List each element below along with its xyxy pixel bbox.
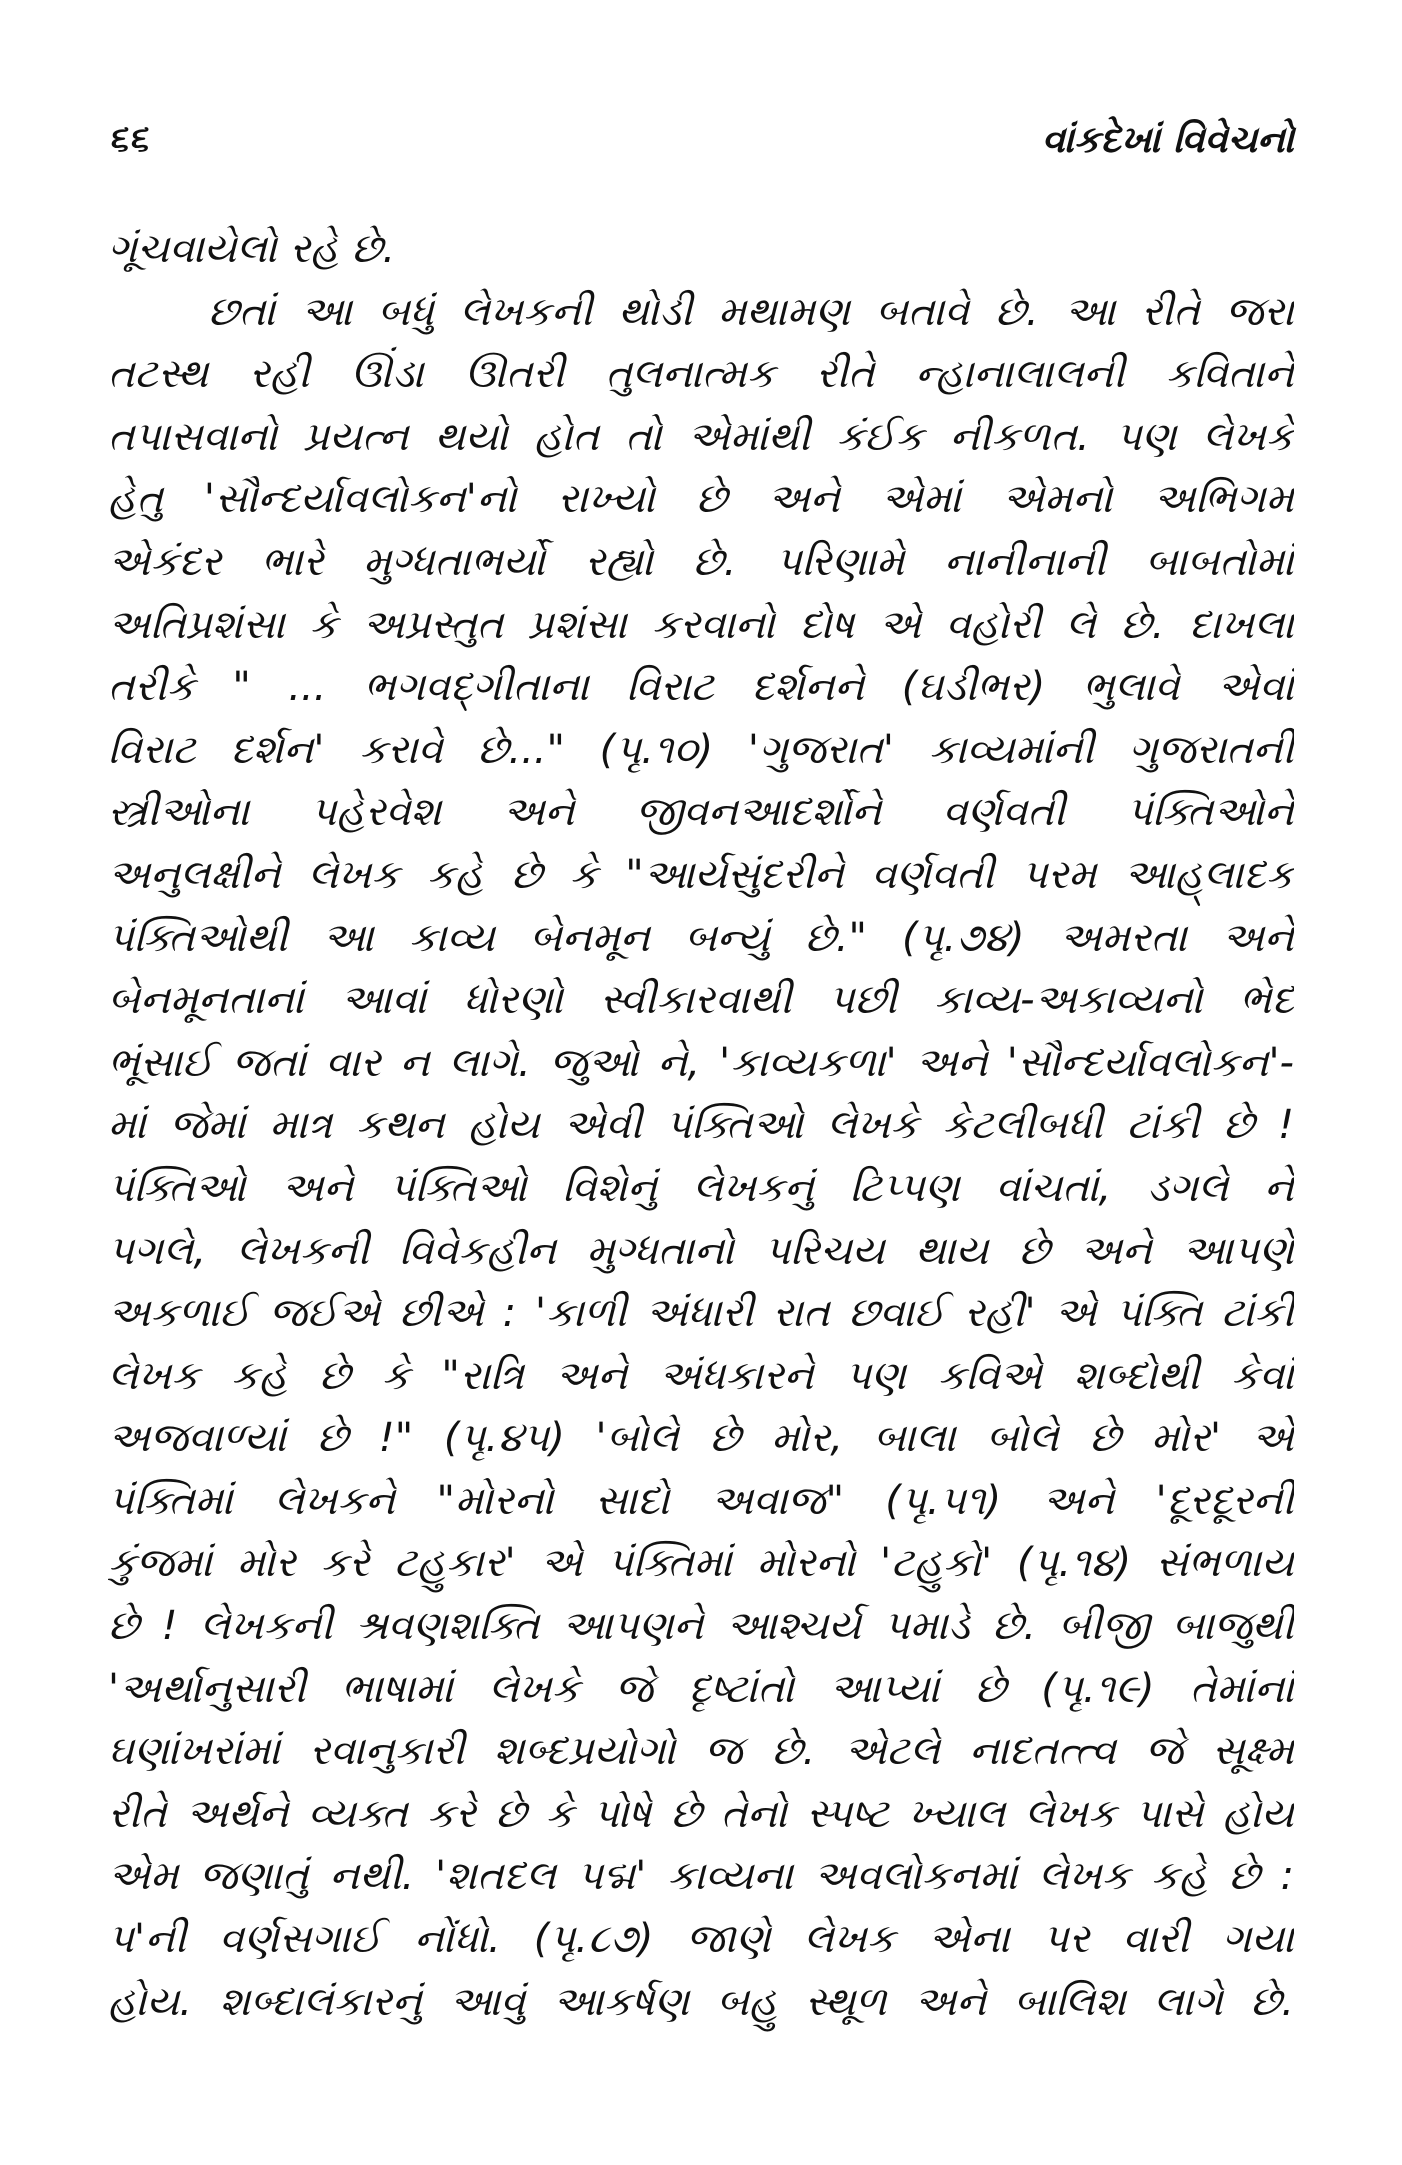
text-line: માં જેમાં માત્ર કથન હોય એવી પંક્તિઓ લેખકે કેટલીબધી ટાંકી છે ! [108, 1102, 1294, 1149]
text-line: છે ! લેખકની શ્રવણશક્તિ આપણને આશ્ચર્ય પમાડે છે. બીજી બાજુથી [108, 1603, 1294, 1650]
text-line: તટસ્થ રહી ઊંડા ઊતરી તુલનાત્મક રીતે ન્હાનાલાલની કવિતાને [108, 351, 1294, 398]
text-line: અકળાઈ જઈએ છીએ : 'કાળી અંધારી રાત છવાઈ રહી' એ પંક્તિ ટાંકી [108, 1290, 1294, 1337]
text-line: અનુલક્ષીને લેખક કહે છે કે "આર્યસુંદરીને વર્ણવતી પરમ આહ્‌લાદક [108, 851, 1294, 898]
text-line: સ્ત્રીઓના પહેરવેશ અને જીવનઆદર્શોને વર્ણવતી પંક્તિઓને [108, 789, 1294, 836]
body-text [108, 218, 1294, 2033]
text-line: છતાં આ બધું લેખકની થોડી મથામણ બતાવે છે. આ રીતે જરા [208, 288, 1294, 335]
text-line: અતિપ્રશંસા કે અપ્રસ્તુત પ્રશંસા કરવાનો દોષ એ વહોરી લે છે. દાખલા [108, 601, 1294, 648]
text-line: એકંદર ભારે મુગ્ધતાભર્યો રહ્યો છે. પરિણામે નાનીનાની બાબતોમાં [108, 538, 1294, 585]
text-line: બેનમૂનતાનાં આવાં ધોરણો સ્વીકારવાથી પછી કાવ્ય-અકાવ્યનો ભેદ [108, 977, 1294, 1024]
text-line: એમ જણાતું નથી. 'શતદલ પદ્મ' કાવ્યના અવલોકનમાં લેખક કહે છે : [108, 1853, 1294, 1900]
page-number: ૬૬ [108, 118, 149, 159]
text-line: હોય. શબ્દાલંકારનું આવું આકર્ષણ બહુ સ્થૂળ અને બાલિશ લાગે છે. [108, 1978, 1294, 2025]
text-line: 'અર્થાનુસારી ભાષામાં લેખકે જે દૃષ્ટાંતો આપ્યાં છે (પૃ.૧૯) તેમાંનાં [108, 1665, 1294, 1712]
text-line: પ'ની વર્ણસગાઈ નોંધો. (પૃ.૮૭) જાણે લેખક એના પર વારી ગયા [108, 1916, 1294, 1963]
text-line: હેતુ 'સૌન્દર્યાવલોકન'નો રાખ્યો છે અને એમાં એમનો અભિગમ [108, 476, 1294, 523]
text-line: લેખક કહે છે કે "રાત્રિ અને અંધકારને પણ કવિએ શબ્દોથી કેવાં [108, 1352, 1294, 1399]
text-line: તરીકે " ... ભગવદ્‌ગીતાના વિરાટ દર્શનને (ઘડીભર) ભુલાવે એવાં [108, 664, 1294, 711]
text-line: પંક્તિમાં લેખકને "મોરનો સાદો અવાજ" (પૃ.૫૧) અને 'દૂરદૂરની [108, 1477, 1294, 1524]
text-line: પગલે, લેખકની વિવેકહીન મુગ્ધતાનો પરિચય થાય છે અને આપણે [108, 1227, 1294, 1274]
text-line: ભૂંસાઈ જતાં વાર ન લાગે. જુઓ ને, 'કાવ્યકળા' અને 'સૌન્દર્યાવલોકન'- [108, 1039, 1294, 1086]
text-line: ઘણાંખરાંમાં રવાનુકારી શબ્દપ્રયોગો જ છે. એટલે નાદતત્ત્વ જે સૂક્ષ્મ [108, 1728, 1294, 1775]
text-line: અજવાળ્યાં છે !" (પૃ.૪૫) 'બોલે છે મોર, બાલા બોલે છે મોર' એ [108, 1415, 1294, 1462]
text-line: વિરાટ દર્શન' કરાવે છે..." (પૃ.૧૦) 'ગુજરાત' કાવ્યમાંની ગુજરાતની [108, 726, 1294, 773]
text-line: તપાસવાનો પ્રયત્ન થયો હોત તો એમાંથી કંઈક નીકળત. પણ લેખકે [108, 413, 1294, 460]
book-title: વાંકદેખાં વિવેચનો [1041, 118, 1294, 161]
text-line: પંક્તિઓથી આ કાવ્ય બેનમૂન બન્યું છે." (પૃ.૭૪) અમરતા અને [108, 914, 1294, 961]
text-line: રીતે અર્થને વ્યક્ત કરે છે કે પોષે છે તેનો સ્પષ્ટ ખ્યાલ લેખક પાસે હોય [108, 1790, 1294, 1837]
running-head [108, 118, 1294, 168]
text-line: ગૂંચવાયેલો રહે છે. [108, 226, 396, 272]
text-line: પંક્તિઓ અને પંક્તિઓ વિશેનું લેખકનું ટિપ્પણ વાંચતાં, ડગલે ને [108, 1164, 1294, 1211]
text-line: કુંજમાં મોર કરે ટહુકાર' એ પંક્તિમાં મોરનો 'ટહુકો' (પૃ.૧૪) સંભળાય [108, 1540, 1294, 1587]
